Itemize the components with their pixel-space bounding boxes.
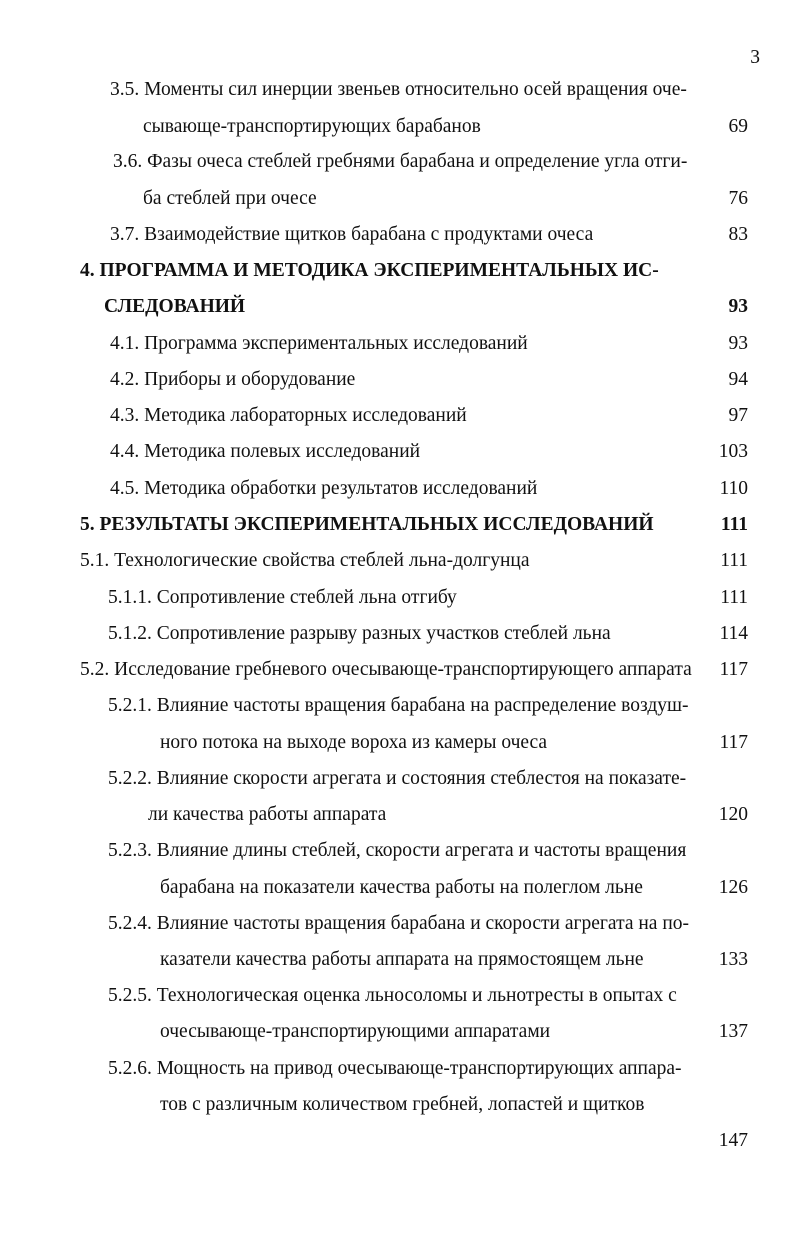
toc-section-title: ба стеблей при очесе <box>143 188 317 209</box>
toc-page-number: 111 <box>720 587 748 608</box>
toc-chapter-title: 4. ПРОГРАММА И МЕТОДИКА ЭКСПЕРИМЕНТАЛЬНЫХ ИС- <box>80 260 659 281</box>
toc-section-title: очесывающе-транспортирующими аппаратами <box>160 1021 551 1042</box>
toc-section-title: 3.7. Взаимодействие щитков барабана с продуктами очеса <box>110 224 594 245</box>
toc-section-title: 4.1. Программа экспериментальных исследований <box>110 333 528 354</box>
toc-page-number: 69 <box>728 116 748 137</box>
toc-page-number: 93 <box>728 296 748 317</box>
toc-section-title: 4.5. Методика обработки результатов исследований <box>110 478 538 499</box>
toc-section-title: 4.4. Методика полевых исследований <box>110 441 421 462</box>
toc-section-title: 3.6. Фазы очеса стеблей гребнями барабана и определение угла отги- <box>113 151 688 172</box>
toc-page-number: 76 <box>728 188 748 209</box>
toc-section-title: сывающе-транспортирующих барабанов <box>143 116 481 137</box>
toc-section-title: 5.2. Исследование гребневого очесывающе-транспортирующего аппарата <box>80 659 692 680</box>
toc-chapter-title: СЛЕДОВАНИЙ <box>104 296 246 317</box>
toc-section-title: 5.1. Технологические свойства стеблей льна-долгунца <box>80 550 530 571</box>
toc-page-number: 120 <box>718 804 748 825</box>
toc-section-title: 5.2.3. Влияние длины стеблей, скорости агрегата и частоты вращения <box>108 840 687 861</box>
toc-page-number: 111 <box>720 550 748 571</box>
toc-section-title: 5.2.5. Технологическая оценка льносоломы и льнотресты в опытах с <box>108 985 677 1006</box>
toc-page-number: 117 <box>719 659 748 680</box>
toc-section-title: 4.2. Приборы и оборудование <box>110 369 356 390</box>
toc-section-title: казатели качества работы аппарата на прямостоящем льне <box>160 949 644 970</box>
toc-section-title: 5.2.6. Мощность на привод очесывающе-транспортирующих аппара- <box>108 1058 682 1079</box>
toc-page-number: 93 <box>728 333 748 354</box>
toc-section-title: 5.2.2. Влияние скорости агрегата и состояния стеблестоя на показате- <box>108 768 687 789</box>
toc-page-number: 137 <box>718 1021 748 1042</box>
page-number: 3 <box>750 47 760 68</box>
toc-page-number: 94 <box>728 369 748 390</box>
toc-page-number: 147 <box>718 1130 748 1151</box>
toc-page-number: 103 <box>718 441 748 462</box>
toc-section-title: 3.5. Моменты сил инерции звеньев относительно осей вращения оче- <box>110 79 687 100</box>
toc-section-title: ного потока на выходе вороха из камеры очеса <box>160 732 548 753</box>
toc-section-title: барабана на показатели качества работы на полеглом льне <box>160 877 643 898</box>
toc-chapter-title: 5. РЕЗУЛЬТАТЫ ЭКСПЕРИМЕНТАЛЬНЫХ ИССЛЕДОВАНИЙ <box>80 514 654 535</box>
toc-section-title: тов с различным количеством гребней, лопастей и щитков <box>160 1094 645 1115</box>
toc-page-number: 111 <box>720 514 748 535</box>
toc-page-number: 117 <box>719 732 748 753</box>
toc-section-title: ли качества работы аппарата <box>148 804 387 825</box>
toc-section-title: 4.3. Методика лабораторных исследований <box>110 405 467 426</box>
toc-page-number: 97 <box>728 405 748 426</box>
toc-page-number: 114 <box>719 623 748 644</box>
toc-section-title: 5.2.4. Влияние частоты вращения барабана и скорости агрегата на по- <box>108 913 690 934</box>
toc-page-number: 126 <box>718 877 748 898</box>
toc-page-number: 110 <box>719 478 748 499</box>
toc-section-title: 5.1.1. Сопротивление стеблей льна отгибу <box>108 587 457 608</box>
toc-page-number: 133 <box>718 949 748 970</box>
toc-section-title: 5.1.2. Сопротивление разрыву разных участков стеблей льна <box>108 623 611 644</box>
toc-section-title: 5.2.1. Влияние частоты вращения барабана на распределение воздуш- <box>108 695 689 716</box>
toc-page-number: 83 <box>728 224 748 245</box>
